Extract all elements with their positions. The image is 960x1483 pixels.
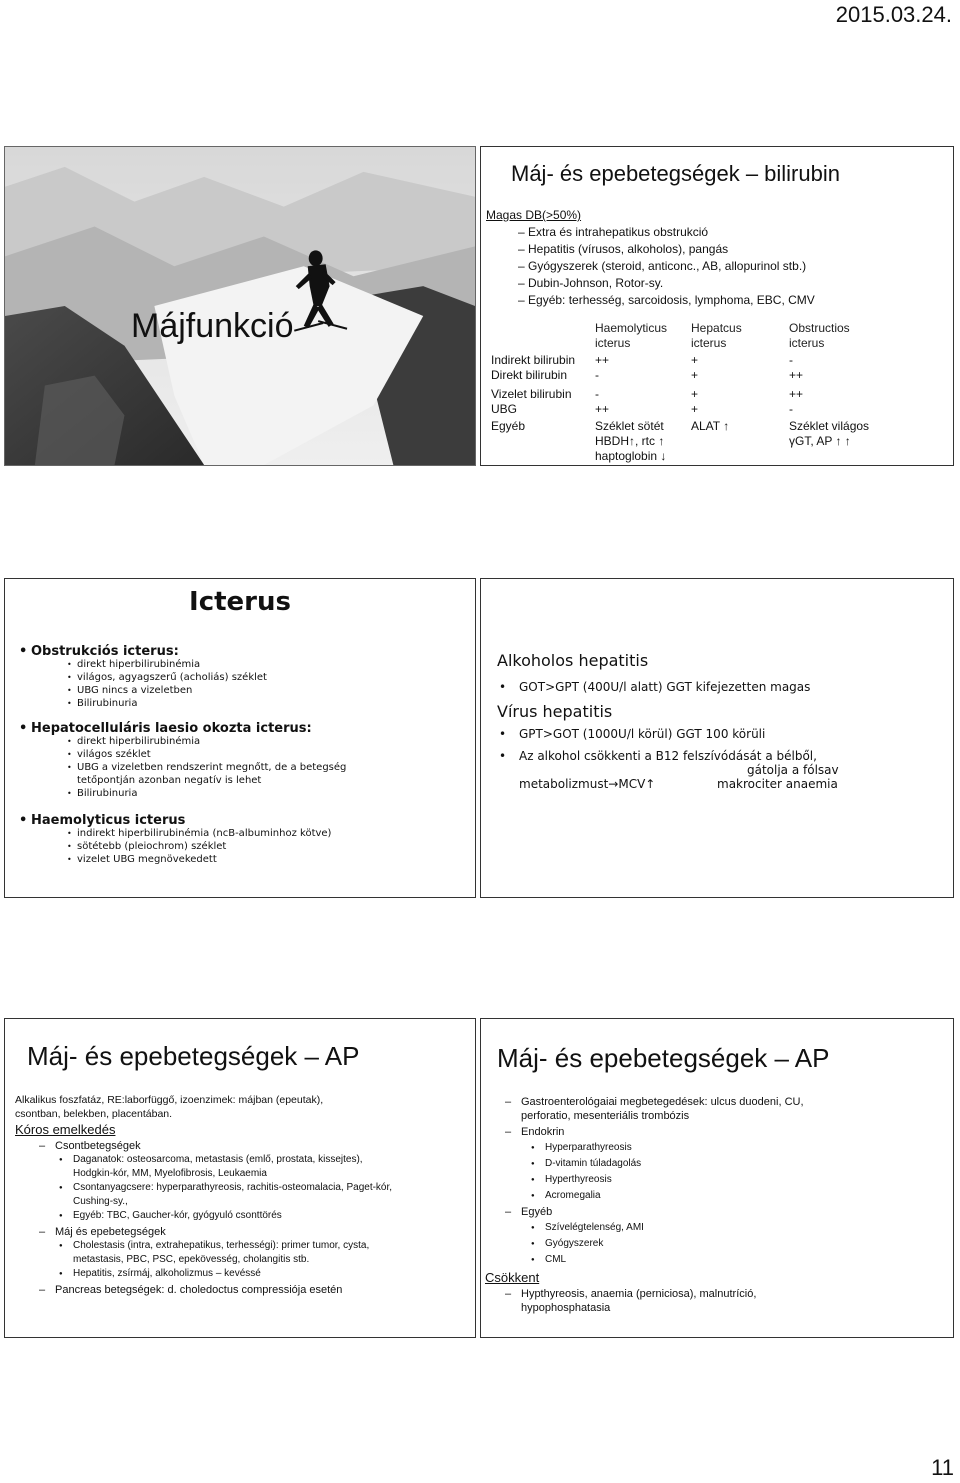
list-item: – Hepatitis (vírusos, alkoholos), pangás <box>486 241 815 258</box>
list-item: ● Acromegalia <box>485 1189 945 1203</box>
section-heading: Kóros emelkedés <box>15 1122 116 1137</box>
list-item: – Hypthyreosis, anaemia (perniciosa), malnutríció, hypophosphatasia <box>485 1287 801 1315</box>
hepatitis-content <box>497 651 839 791</box>
row-label: Indirekt bilirubin <box>491 353 576 367</box>
slide-title: Máj- és epebetegségek – AP <box>27 1041 360 1071</box>
list-item: • indirekt hiperbilirubinémia (ncB-albuminhoz kötve) <box>19 827 367 840</box>
list-item: • direkt hiperbilirubinémia <box>19 658 367 671</box>
table-cell: - <box>595 387 599 401</box>
list-item: • világos, agyagszerű (acholiás) széklet <box>19 671 367 684</box>
table-cell: - <box>595 368 599 382</box>
list-item: ● D-vitamin túladagolás <box>485 1157 945 1171</box>
slide-photo <box>4 146 476 466</box>
anaemia-text: makrociter anaemia <box>717 777 838 791</box>
table-header: Haemolyticus icterus <box>595 321 668 350</box>
table-header: Hepatcus icterus <box>691 321 742 350</box>
group-heading: – Endokrin <box>485 1125 945 1139</box>
slide-title: Icterus <box>189 587 291 617</box>
slide-ap-left <box>4 1018 476 1338</box>
section-heading: • Hepatocelluláris laesio okozta icterus: <box>19 722 367 735</box>
table-cell: - <box>789 353 793 367</box>
document-date: 2015.03.24. <box>835 2 952 27</box>
row-label: Egyéb <box>491 419 526 433</box>
row-label: Vizelet bilirubin <box>491 387 572 401</box>
heading-virus: Vírus hepatitis <box>497 702 613 721</box>
intro-text: Alkalikus foszfatáz, RE:laborfüggő, izoenzimek: májban (epeutak), csontban, belekben, placentában. <box>15 1094 324 1120</box>
list-item-continuation: gátolja a fólsav <box>747 763 839 777</box>
slide-title: Máj- és epebetegségek – bilirubin <box>511 161 840 186</box>
slide-title: Májfunkció <box>131 307 294 345</box>
group-heading: – Pancreas betegségek: d. choledoctus compressiója esetén <box>15 1283 465 1297</box>
row-label: UBG <box>491 402 518 416</box>
bilirubin-list <box>486 207 815 309</box>
table-cell: Széklet világos γGT, AP ↑ ↑ <box>789 419 870 448</box>
list-item: ● Csontanyagcsere: hyperparathyreosis, rachitis-osteomalacia, Paget-kór, Cushing-sy., <box>15 1181 403 1209</box>
heading-alkoholos: Alkoholos hepatitis <box>497 651 649 670</box>
list-item: ● Hyperthyreosis <box>485 1173 945 1187</box>
list-item: • Az alkohol csökkenti a B12 felszívódását a bélből, <box>497 749 839 763</box>
list-item: • Bilirubinuria <box>19 787 367 800</box>
metabolism-text: metabolizmust→MCV↑ <box>519 777 656 791</box>
list-item: • világos széklet <box>19 748 367 761</box>
page-number: 11 <box>931 1455 954 1480</box>
table-cell: + <box>691 402 699 416</box>
ap-content <box>15 1093 465 1297</box>
group-heading: – Máj és epebetegségek <box>15 1225 465 1239</box>
list-item: ● Egyéb: TBC, Gaucher-kór, gyógyuló csonttörés <box>15 1209 465 1223</box>
list-item: ● Szívelégtelenség, AMI <box>485 1221 945 1235</box>
list-item: • Bilirubinuria <box>19 697 367 710</box>
list-item: • GOT>GPT (400U/l alatt) GGT kifejezetten magas <box>497 680 839 694</box>
list-item: – Egyéb: terhesség, sarcoidosis, lymphoma, EBC, CMV <box>486 292 815 309</box>
list-item: • GPT>GOT (1000U/l körül) GGT 100 körüli <box>497 727 839 741</box>
table-cell: ++ <box>595 353 610 367</box>
list-item: • vizelet UBG megnövekedett <box>19 853 367 866</box>
list-item: • sötétebb (pleiochrom) széklet <box>19 840 367 853</box>
list-item: ● CML <box>485 1253 945 1267</box>
group-heading: – Csontbetegségek <box>15 1139 465 1153</box>
table-cell: + <box>691 368 699 382</box>
table-header: Obstructios icterus <box>789 321 850 350</box>
slide-bilirubin <box>480 146 954 466</box>
list-item: ● Hepatitis, zsírmáj, alkoholizmus – kevéssé <box>15 1267 465 1281</box>
list-item-continuation <box>497 777 839 791</box>
table-cell: ALAT ↑ <box>691 419 730 433</box>
list-item: • UBG a vizeletben rendszerint megnőtt, de a betegség tetőpontján azonban negatív is lehet <box>19 761 367 787</box>
table-cell: + <box>691 353 699 367</box>
list-heading: Magas DB(>50%) <box>486 208 582 222</box>
table-cell: ++ <box>595 402 610 416</box>
list-item: – Dubin-Johnson, Rotor-sy. <box>486 275 815 292</box>
table-cell: ++ <box>789 387 804 401</box>
list-item: – Gastroenterológaiai megbetegedések: ulcus duodeni, CU, perforatio, mesenteriális trombózis <box>485 1095 821 1123</box>
list-item: • UBG nincs a vizeletben <box>19 684 367 697</box>
list-item: ● Hyperparathyreosis <box>485 1141 945 1155</box>
list-item: ● Gyógyszerek <box>485 1237 945 1251</box>
list-item: – Gyógyszerek (steroid, anticonc., AB, allopurinol stb.) <box>486 258 815 275</box>
section-heading: • Haemolyticus icterus <box>19 814 367 827</box>
table-cell: ++ <box>789 368 804 382</box>
list-item: ● Cholestasis (intra, extrahepatikus, terhességi): primer tumor, cysta, metastasis, PBC, PSC, epekövesség, cholangitis stb. <box>15 1239 403 1267</box>
section-heading: • Obstrukciós icterus: <box>19 645 367 658</box>
skier-mountain-photo <box>5 147 475 465</box>
section-heading: Csökkent <box>485 1270 540 1285</box>
slide-ap-right <box>480 1018 954 1338</box>
slide-hepatitis <box>480 578 954 898</box>
group-heading: – Egyéb <box>485 1205 945 1219</box>
list-item: – Extra és intrahepatikus obstrukció <box>486 224 815 241</box>
list-item: • direkt hiperbilirubinémia <box>19 735 367 748</box>
table-cell: - <box>789 402 793 416</box>
table-cell: + <box>691 387 699 401</box>
ap-content <box>485 1093 945 1315</box>
icterus-sections <box>19 641 367 866</box>
row-label: Direkt bilirubin <box>491 368 568 382</box>
list-item: ● Daganatok: osteosarcoma, metastasis (emlő, prostata, kissejtes), Hodgkin-kór, MM, Myelofibrosis, Leukaemia <box>15 1153 403 1181</box>
table-cell: Széklet sötét HBDH↑, rtc ↑ haptoglobin ↓ <box>595 419 667 463</box>
slide-icterus <box>4 578 476 898</box>
slide-title: Máj- és epebetegségek – AP <box>497 1043 830 1073</box>
